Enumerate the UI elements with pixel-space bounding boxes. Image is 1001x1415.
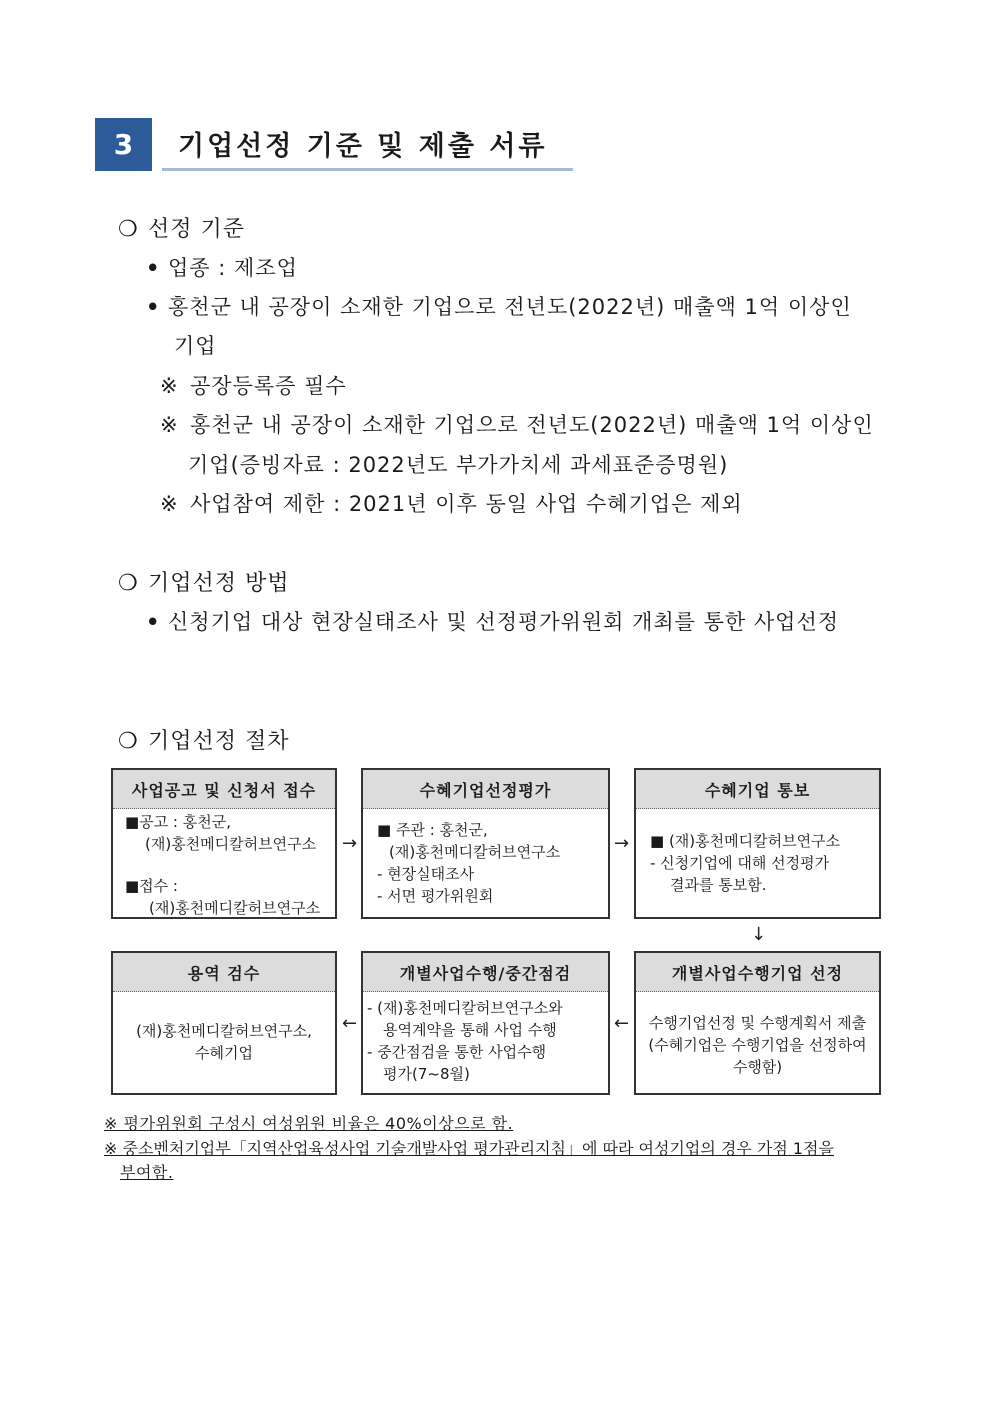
section-title-underline: [162, 168, 573, 171]
flow-box-evaluation: [361, 768, 610, 919]
flow-box-inspection: [111, 951, 337, 1095]
arrow-left-icon: ←: [342, 1013, 358, 1034]
criteria-bullet-factory: [146, 291, 852, 321]
criteria-factory-text-cont: 기업: [174, 334, 217, 358]
flow-box-title: 개별사업수행/중간점검: [363, 953, 608, 992]
flow-box-title: 수혜기업 통보: [636, 770, 879, 809]
arrow-right-icon: →: [342, 833, 358, 854]
reference-mark-icon: ※: [160, 374, 179, 398]
footnote-female-ratio: ※ 평가위원회 구성시 여성위원 비율은 40%이상으로 함.: [104, 1114, 514, 1133]
flow-box-line: (재)홍천메디칼허브연구소: [145, 835, 317, 853]
flow-box-line: (재)홍천메디칼허브연구소,: [136, 1022, 312, 1040]
flow-box-line: - 현장실태조사: [377, 865, 475, 883]
footnote-bonus-point-cont: 부여함.: [120, 1163, 174, 1182]
flow-box-body: [113, 992, 335, 1064]
flow-box-line: ■접수 :: [125, 877, 178, 895]
criteria-factory-text: 홍천군 내 공장이 소재한 기업으로 전년도(2022년) 매출액 1억 이상인: [168, 295, 852, 319]
arrow-right-icon: →: [614, 833, 630, 854]
section-number-badge: 3: [95, 118, 152, 171]
flow-box-body: [636, 992, 879, 1078]
flow-box-line: ■ 주관 : 홍천군,: [377, 821, 488, 839]
criteria-bullet-industry: [146, 252, 298, 282]
flow-box-body: [113, 809, 335, 919]
circle-bullet-icon: ❍: [118, 729, 139, 754]
criteria-note-revenue: [160, 409, 874, 439]
criteria-note-revenue-cont: 기업(증빙자료 : 2022년도 부가가치세 과세표준증명원): [188, 453, 729, 477]
method-heading: 기업선정 방법: [148, 571, 290, 596]
flow-box-body: [363, 992, 608, 1085]
flow-box-line: (수혜기업은 수행기업을 선정하여: [648, 1036, 867, 1054]
flow-box-line: 수행함): [732, 1058, 783, 1076]
dot-bullet-icon: •: [146, 256, 161, 280]
flow-box-line: ■공고 : 홍천군,: [125, 813, 231, 831]
dot-bullet-icon: •: [146, 610, 161, 634]
flow-box-line: (재)홍천메디칼허브연구소: [149, 899, 321, 917]
flow-box-line: - 신청기업에 대해 선정평가: [650, 854, 830, 872]
flow-box-notification: [634, 768, 881, 919]
criteria-note-revenue-text: 홍천군 내 공장이 소재한 기업으로 전년도(2022년) 매출액 1억 이상인: [190, 413, 874, 437]
flow-box-line: 용역계약을 통해 사업 수행: [383, 1021, 557, 1039]
flow-box-line: - 중간점검을 통한 사업수행: [367, 1043, 547, 1061]
flow-box-line: 평가(7~8월): [383, 1065, 470, 1083]
flow-box-title: 용역 검수: [113, 953, 335, 992]
criteria-note-restriction-text: 사업참여 제한 : 2021년 이후 동일 사업 수혜기업은 제외: [190, 492, 743, 516]
flow-box-line: 수혜기업: [195, 1044, 253, 1062]
reference-mark-icon: ※: [160, 492, 179, 516]
flow-box-title: 사업공고 및 신청서 접수: [113, 770, 335, 809]
flow-box-title: 개별사업수행기업 선정: [636, 953, 879, 992]
arrow-down-icon: ↓: [751, 924, 767, 945]
circle-bullet-icon: ❍: [118, 571, 139, 596]
method-heading-row: [118, 566, 290, 597]
flow-box-line: - 서면 평가위원회: [377, 887, 494, 905]
criteria-heading: 선정 기준: [148, 217, 246, 242]
circle-bullet-icon: ❍: [118, 217, 139, 242]
flow-box-line: 결과를 통보함.: [670, 876, 767, 894]
footnote-bonus-point: ※ 중소벤처기업부「지역산업육성사업 기술개발사업 평가관리지침」에 따라 여성기업의 경우 가점 1점을: [104, 1139, 834, 1158]
method-text: 신청기업 대상 현장실태조사 및 선정평가위원회 개최를 통한 사업선정: [168, 610, 840, 634]
flow-box-line: 수행기업선정 및 수행계획서 제출: [648, 1014, 867, 1032]
flow-box-line: - (재)홍천메디칼허브연구소와: [367, 999, 563, 1017]
flow-box-body: [636, 809, 879, 896]
section-title: 기업선정 기준 및 제출 서류: [178, 131, 548, 162]
arrow-left-icon: ←: [614, 1013, 630, 1034]
criteria-note-restriction: [160, 488, 743, 518]
criteria-heading-row: [118, 212, 245, 243]
flow-box-title: 수혜기업선정평가: [363, 770, 608, 809]
procedure-heading-row: [118, 724, 290, 755]
method-bullet: [146, 606, 839, 636]
flow-box-line: (재)홍천메디칼허브연구소: [389, 843, 561, 861]
criteria-note-registration-text: 공장등록증 필수: [190, 374, 347, 398]
flow-box-selection: [634, 951, 881, 1095]
criteria-industry-text: 업종 : 제조업: [168, 256, 298, 280]
flow-box-body: [363, 809, 608, 907]
procedure-heading: 기업선정 절차: [148, 729, 290, 754]
criteria-note-registration: [160, 370, 347, 400]
dot-bullet-icon: •: [146, 295, 161, 319]
flow-box-execution: [361, 951, 610, 1095]
reference-mark-icon: ※: [160, 413, 179, 437]
flow-box-line: ■ (재)홍천메디칼허브연구소: [650, 832, 841, 850]
flow-box-announcement: [111, 768, 337, 919]
